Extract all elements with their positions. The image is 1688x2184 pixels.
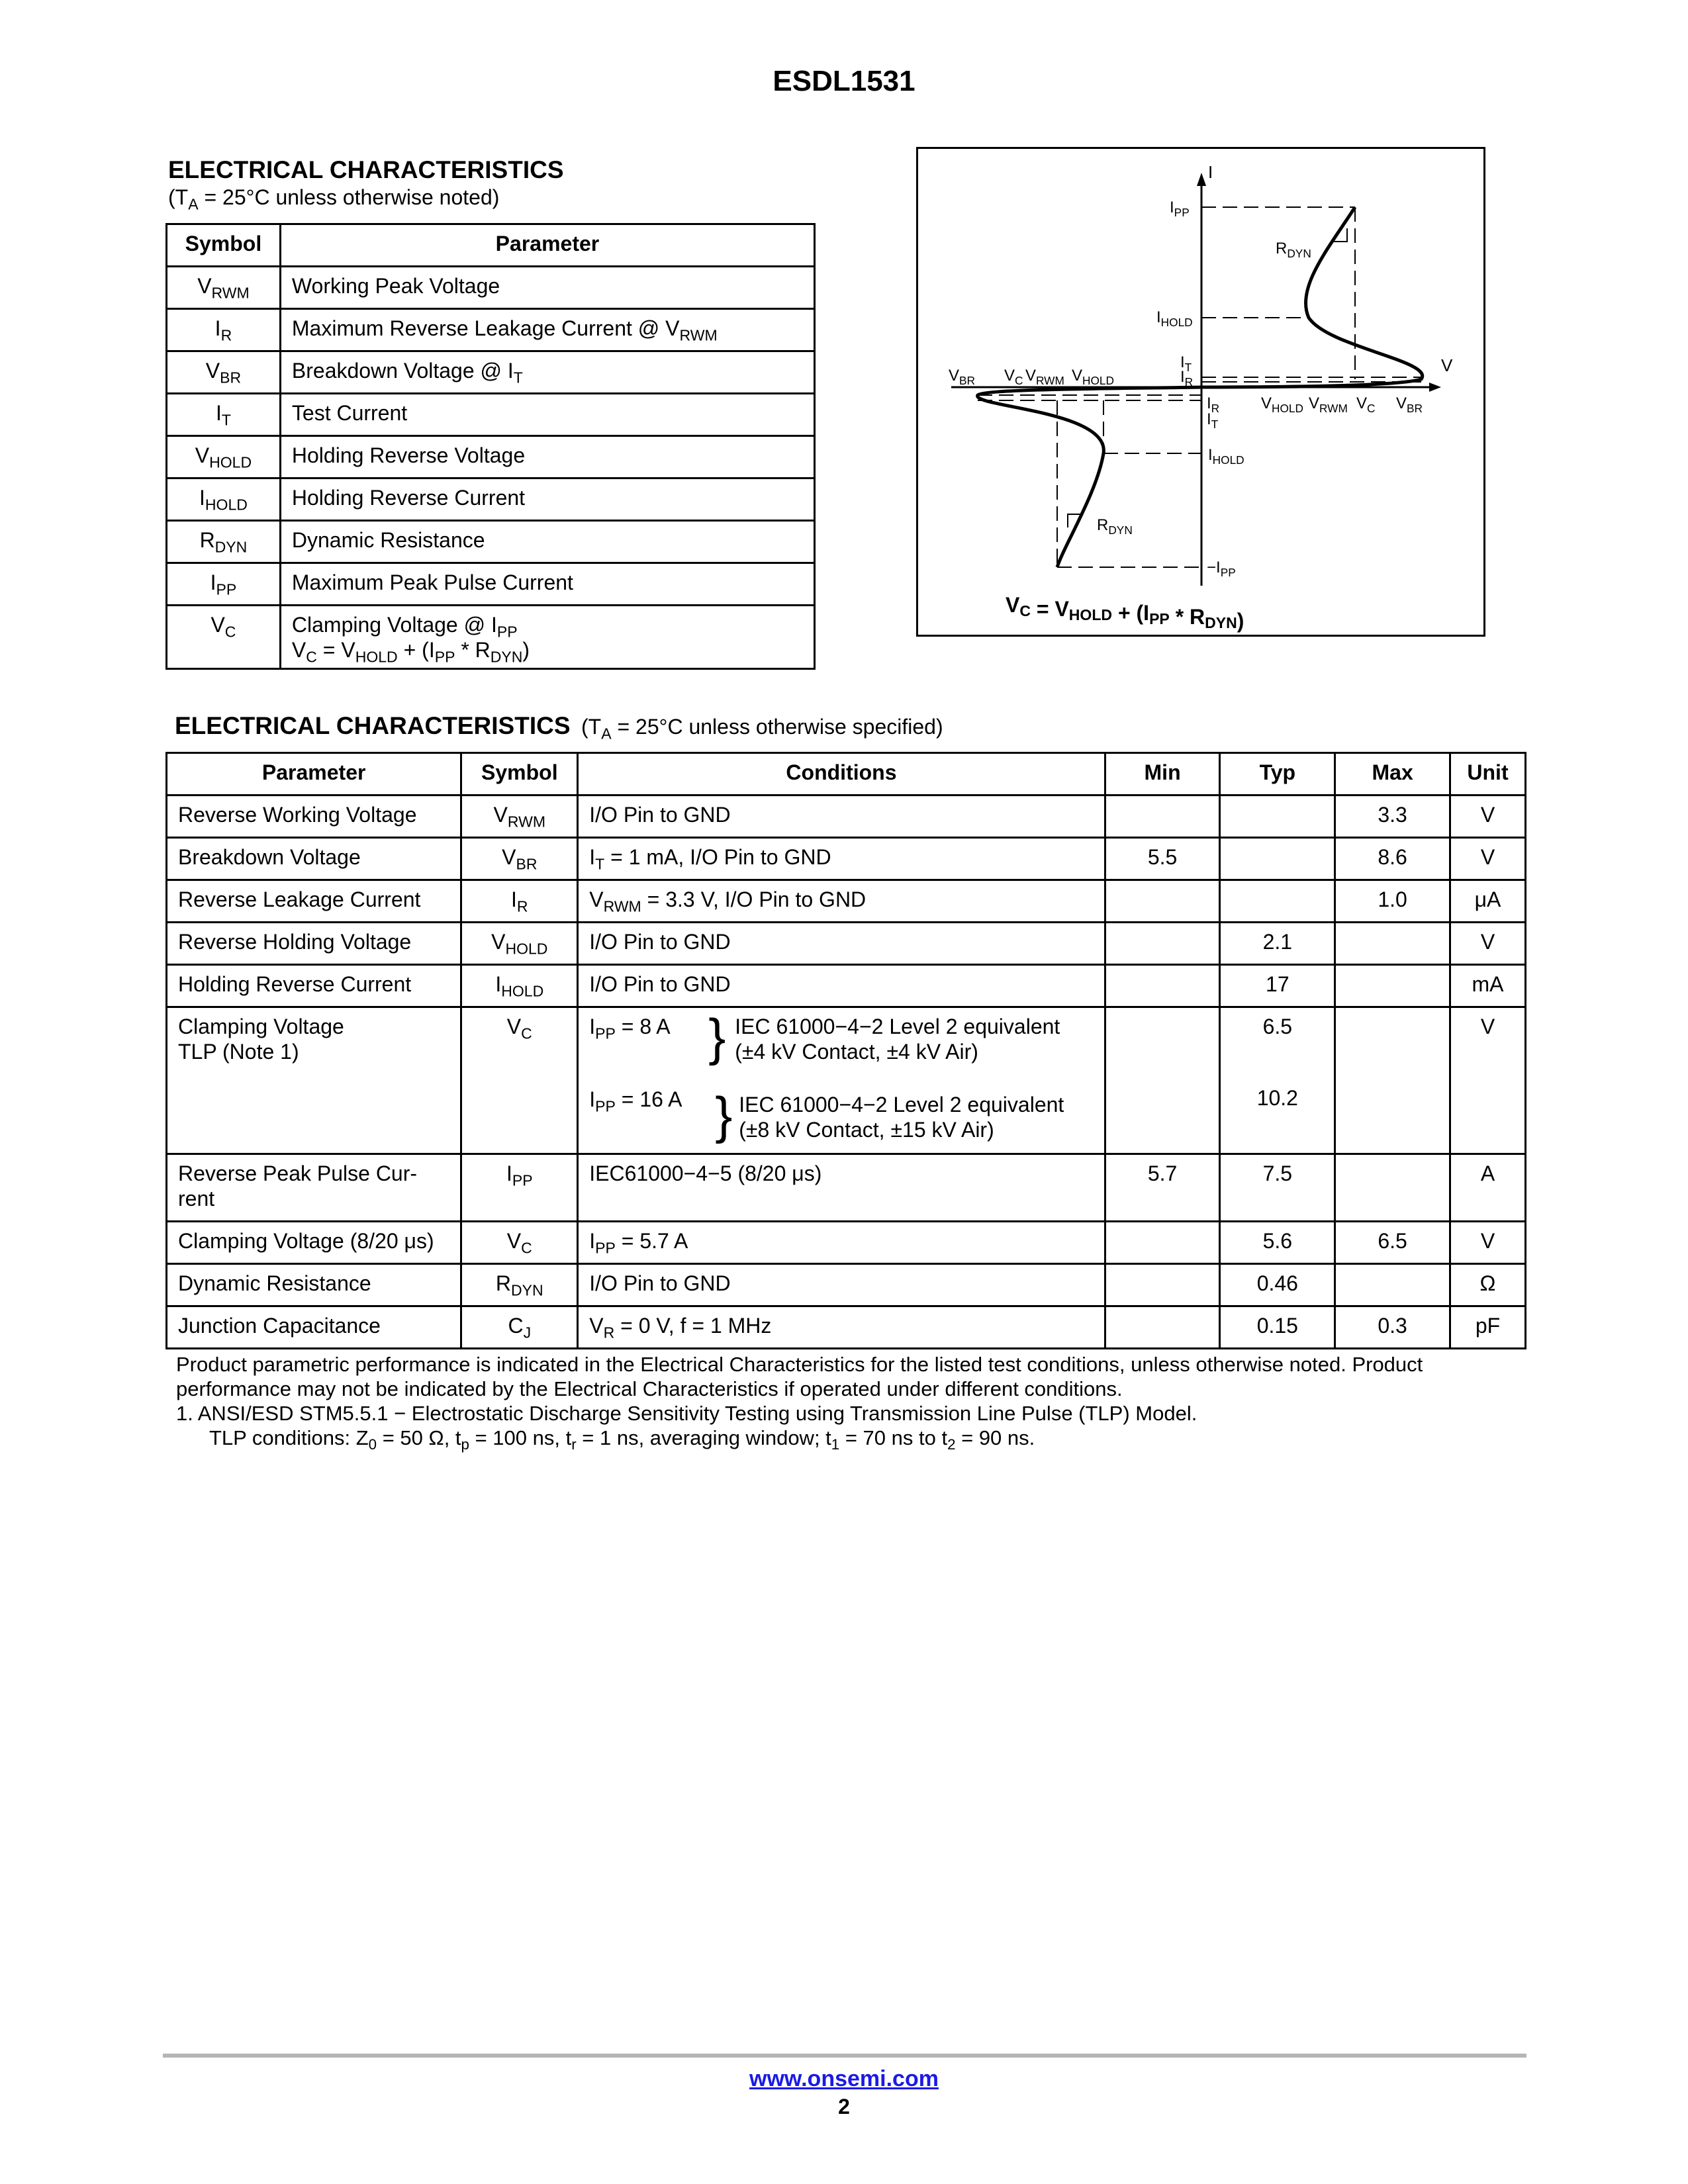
max-cell: 6.5 [1335, 1222, 1450, 1264]
symbols-row [167, 267, 815, 309]
unit-cell: mA [1450, 965, 1526, 1007]
iv-curve-svg [918, 149, 1483, 635]
typ-cell [1220, 880, 1335, 923]
i-axis-label: I [1208, 162, 1213, 182]
footer-rule [163, 2054, 1526, 2058]
typ-cell: 0.46 [1220, 1264, 1335, 1306]
typ-cell: 5.6 [1220, 1222, 1335, 1264]
symbol-cell: $I_R$ [461, 880, 578, 923]
label-vc-left: $V_C$ [1004, 367, 1023, 387]
spec-row [167, 1306, 1526, 1349]
spec-row [167, 1264, 1526, 1306]
symbol-cell: $I_{PP}$ [167, 563, 281, 606]
typ-cell: 0.15 [1220, 1306, 1335, 1349]
disclaimer-text: Product parametric performance is indicated in the Electrical Characteristics for the listed test conditions, unless otherwise noted. Product performance may not be indicated by the Electrical Characteristics if operated under different conditions. [176, 1353, 1423, 1400]
conditions-cell: I/O Pin to GND [578, 965, 1105, 1007]
spec-header-parameter: Parameter [167, 753, 461, 796]
symbol-cell: $R_{DYN}$ [167, 521, 281, 563]
symbol-cell: $V_{BR}$ [167, 351, 281, 394]
condition-16a: $I_{PP} = 16$ A } IEC 61000−4−2 Level 2 equivalent (±8 kV Contact, ±15 kV Air) [589, 1086, 1064, 1144]
conditions-cell: IEC61000−4−5 (8/20 μs) [578, 1154, 1105, 1222]
min-cell: 5.7 [1105, 1154, 1220, 1222]
note-1-line-2: TLP conditions: $Z_0 = 50$ Ω, $t_p = 100$ ns, $t_r = 1$ ns, averaging window; $t_1 = 70$ ns to $t_2 = 90$ ns. [209, 1426, 1035, 1453]
spec-row [167, 880, 1526, 923]
label-vbr-left: $V_{BR}$ [949, 367, 976, 387]
symbols-row [167, 563, 815, 606]
symbol-cell: $V_{HOLD}$ [167, 436, 281, 478]
min-cell [1105, 1306, 1220, 1349]
header-symbol: Symbol [167, 224, 281, 267]
param-cell: Reverse Peak Pulse Cur- rent [167, 1154, 461, 1222]
symbol-cell: $C_J$ [461, 1306, 578, 1349]
conditions-cell [578, 1007, 1105, 1154]
symbols-row [167, 309, 815, 351]
max-cell [1335, 1264, 1450, 1306]
max-cell [1335, 965, 1450, 1007]
param-cell: Dynamic Resistance [167, 1264, 461, 1306]
max-cell: 0.3 [1335, 1306, 1450, 1349]
typ-cell [1220, 838, 1335, 880]
conditions-cell: I/O Pin to GND [578, 796, 1105, 838]
param-cell: Clamping Voltage TLP (Note 1) [167, 1007, 461, 1154]
unit-cell: A [1450, 1154, 1526, 1222]
page-number: 2 [838, 2095, 850, 2118]
typ-cell: 6.5 10.2 [1220, 1007, 1335, 1154]
symbols-row [167, 436, 815, 478]
min-cell [1105, 1222, 1220, 1264]
symbols-heading: ELECTRICAL CHARACTERISTICS [168, 156, 564, 183]
conditions-cell: $I_T = 1$ mA, I/O Pin to GND [578, 838, 1105, 880]
label-rdyn-bottom: $R_{DYN}$ [1097, 516, 1133, 537]
unit-cell: μA [1450, 880, 1526, 923]
typ-cell: 17 [1220, 965, 1335, 1007]
label-ihold-top: $I_{HOLD}$ [1156, 308, 1193, 329]
symbol-cell: $I_{HOLD}$ [461, 965, 578, 1007]
param-cell: Reverse Working Voltage [167, 796, 461, 838]
conditions-cell: I/O Pin to GND [578, 923, 1105, 965]
symbol-cell: $V_{HOLD}$ [461, 923, 578, 965]
v-axis-label: V [1441, 355, 1453, 375]
symbol-cell: $I_{PP}$ [461, 1154, 578, 1222]
symbol-cell: $R_{DYN}$ [461, 1264, 578, 1306]
param-cell: Breakdown Voltage [167, 838, 461, 880]
symbol-cell: $V_{RWM}$ [167, 267, 281, 309]
symbol-cell: $V_C$ [167, 606, 281, 669]
min-cell [1105, 965, 1220, 1007]
spec-heading: ELECTRICAL CHARACTERISTICS [175, 712, 571, 739]
negative-branch-curve [978, 387, 1201, 567]
spec-header-typ: Typ [1220, 753, 1335, 796]
min-cell [1105, 880, 1220, 923]
header-parameter: Parameter [280, 224, 814, 267]
unit-cell: Ω [1450, 1264, 1526, 1306]
label-vrwm-left: $V_{RWM}$ [1025, 367, 1064, 387]
note-1-line-1: 1. ANSI/ESD STM5.5.1 − Electrostatic Discharge Sensitivity Testing using Transmission Line Pulse (TLP) Model. [176, 1402, 1197, 1425]
unit-cell: V [1450, 796, 1526, 838]
unit-cell: pF [1450, 1306, 1526, 1349]
v-axis-arrow [1429, 383, 1441, 392]
condition-8a: $I_{PP} = 8$ A } IEC 61000−4−2 Level 2 equivalent (±4 kV Contact, ±4 kV Air) [589, 1008, 1060, 1066]
label-vbr-right: $V_{BR}$ [1396, 394, 1423, 415]
label-it-bottom: $I_T$ [1207, 410, 1219, 431]
notes-block [176, 1352, 1526, 1453]
parameter-cell: Holding Reverse Current [280, 478, 814, 521]
typ-cell: 7.5 [1220, 1154, 1335, 1222]
spec-condition: ($T_A = 25^\circ C$ unless otherwise specified) [581, 715, 943, 743]
param-cell: Clamping Voltage (8/20 μs) [167, 1222, 461, 1264]
label-vhold-right: $V_{HOLD}$ [1261, 394, 1303, 415]
conditions-cell: I/O Pin to GND [578, 1264, 1105, 1306]
param-cell: Reverse Leakage Current [167, 880, 461, 923]
footer-website-link[interactable]: www.onsemi.com [749, 2066, 939, 2091]
conditions-cell: $V_R = 0$ V, f = 1 MHz [578, 1306, 1105, 1349]
spec-header-min: Min [1105, 753, 1220, 796]
label-vrwm-right: $V_{RWM}$ [1309, 394, 1348, 415]
min-cell [1105, 923, 1220, 965]
unit-cell: V [1450, 1007, 1526, 1154]
spec-table [165, 752, 1526, 1349]
label-ihold-bottom: $I_{HOLD}$ [1208, 446, 1244, 467]
label-it-top: $I_T$ [1180, 353, 1192, 374]
parameter-cell: Maximum Reverse Leakage Current @ $V_{RWM}$ [280, 309, 814, 351]
symbols-row [167, 606, 815, 669]
symbols-row [167, 351, 815, 394]
max-cell: 3.3 [1335, 796, 1450, 838]
symbol-cell: $V_{RWM}$ [461, 796, 578, 838]
conditions-cell: $V_{RWM} = 3.3$ V, I/O Pin to GND [578, 880, 1105, 923]
max-cell [1335, 923, 1450, 965]
max-cell: 8.6 [1335, 838, 1450, 880]
min-cell [1105, 1264, 1220, 1306]
symbols-row [167, 521, 815, 563]
label-ipp: $I_{PP}$ [1170, 199, 1190, 219]
label-ir-bottom: $I_R$ [1207, 394, 1220, 415]
parameter-cell: Test Current [280, 394, 814, 436]
i-axis-arrow [1197, 173, 1206, 186]
min-cell [1105, 796, 1220, 838]
symbol-cell: $I_{HOLD}$ [167, 478, 281, 521]
min-cell [1105, 1007, 1220, 1154]
symbol-cell: $I_T$ [167, 394, 281, 436]
parameter-cell: Maximum Peak Pulse Current [280, 563, 814, 606]
label-ir-top: $I_R$ [1180, 368, 1194, 388]
min-cell: 5.5 [1105, 838, 1220, 880]
spec-row [167, 796, 1526, 838]
label-neg-ipp: $-I_{PP}$ [1207, 559, 1236, 579]
symbols-condition: ($T_A = 25^\circ C$ unless otherwise noted) [168, 185, 500, 213]
parameter-cell: Working Peak Voltage [280, 267, 814, 309]
parameter-cell: Clamping Voltage @ $I_{PP}$ $V_C = V_{HOLD} + (I_{PP} * R_{DYN})$ [280, 606, 814, 669]
unit-cell: V [1450, 923, 1526, 965]
max-cell [1335, 1007, 1450, 1154]
max-cell [1335, 1154, 1450, 1222]
param-cell: Junction Capacitance [167, 1306, 461, 1349]
spec-row [167, 838, 1526, 880]
spec-header-conditions: Conditions [578, 753, 1105, 796]
parameter-cell: Dynamic Resistance [280, 521, 814, 563]
label-rdyn-top: $R_{DYN}$ [1276, 240, 1311, 260]
spec-row [167, 1222, 1526, 1264]
symbols-row [167, 478, 815, 521]
positive-branch-curve [1201, 207, 1423, 387]
unit-cell: V [1450, 1222, 1526, 1264]
symbol-cell: $V_C$ [461, 1007, 578, 1154]
spec-header-max: Max [1335, 753, 1450, 796]
spec-header-symbol: Symbol [461, 753, 578, 796]
spec-row [167, 923, 1526, 965]
diagram-formula: VC = VHOLD + (IPP * RDYN) [1006, 593, 1244, 633]
typ-cell: 2.1 [1220, 923, 1335, 965]
typ-cell [1220, 796, 1335, 838]
parameter-cell: Holding Reverse Voltage [280, 436, 814, 478]
max-cell: 1.0 [1335, 880, 1450, 923]
param-cell: Reverse Holding Voltage [167, 923, 461, 965]
spec-row [167, 1007, 1526, 1154]
unit-cell: V [1450, 838, 1526, 880]
iv-characteristic-diagram [916, 147, 1485, 637]
label-vc-right: $V_C$ [1356, 394, 1376, 415]
parameter-cell: Breakdown Voltage @ $I_T$ [280, 351, 814, 394]
symbols-row [167, 394, 815, 436]
conditions-cell: $I_{PP} = 5.7$ A [578, 1222, 1105, 1264]
page-title: ESDL1531 [773, 65, 915, 97]
symbol-cell: $I_R$ [167, 309, 281, 351]
symbol-cell: $V_C$ [461, 1222, 578, 1264]
param-cell: Holding Reverse Current [167, 965, 461, 1007]
spec-row [167, 965, 1526, 1007]
symbol-cell: $V_{BR}$ [461, 838, 578, 880]
spec-row [167, 1154, 1526, 1222]
symbols-table [165, 223, 816, 670]
spec-header-unit: Unit [1450, 753, 1526, 796]
label-vhold-left: $V_{HOLD}$ [1072, 367, 1114, 387]
